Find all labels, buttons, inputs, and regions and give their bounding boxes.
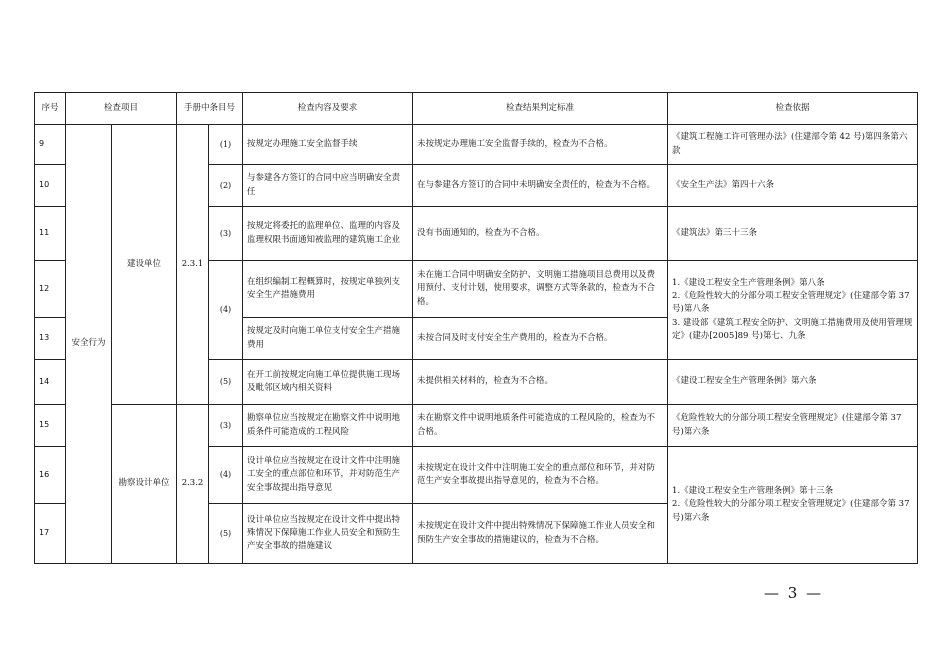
check-content: 按规定将委托的监理单位、监理的内容及监理权限书面通知被监理的建筑施工企业 [243, 207, 413, 261]
group-code: 2.3.1 [177, 125, 209, 405]
check-basis: 《建设工程安全生产管理条例》第六条 [668, 360, 918, 405]
page-number: — 3 — [764, 584, 824, 602]
header-seq: 序号 [35, 93, 66, 125]
check-basis: 《建筑工程施工许可管理办法》(住建部令第 42 号)第四条第六款 [668, 125, 918, 165]
row-seq: 12 [35, 261, 66, 318]
row-seq: 11 [35, 207, 66, 261]
header-item: 检查项目 [66, 93, 177, 125]
table-row [35, 125, 918, 165]
check-standard: 在与参建各方签订的合同中未明确安全责任的，检查为不合格。 [413, 165, 668, 207]
check-basis: 《建筑法》第三十三条 [668, 207, 918, 261]
check-standard: 未按规定在设计文件中注明施工安全的重点部位和环节，并对防范生产安全事故提出指导意见的，检查为不合格。 [413, 447, 668, 504]
check-basis: 《危险性较大的分部分项工程安全管理规定》(住建部令第 37 号)第六条 [668, 405, 918, 447]
check-standard: 未按合同及时支付安全生产费用的，检查为不合格。 [413, 318, 668, 360]
row-seq: 14 [35, 360, 66, 405]
check-content: 勘察单位应当按规定在勘察文件中说明地质条件可能造成的工程风险 [243, 405, 413, 447]
check-standard: 没有书面通知的，检查为不合格。 [413, 207, 668, 261]
sub-clause: (3) [209, 207, 243, 261]
header-row [35, 93, 918, 125]
check-standard: 未按规定在设计文件中提出特殊情况下保障施工作业人员安全和预防生产安全事故的措施建议的，检查为不合格。 [413, 504, 668, 564]
check-basis: 1.《建设工程安全生产管理条例》第八条 2.《危险性较大的分部分项工程安全管理规定》(住建部令第 37 号)第八条 3. 建设部《建筑工程安全防护、文明施工措施费用及使用管理规定》(建办[2005]89 号)第七、九条 [668, 261, 918, 360]
header-content: 检查内容及要求 [243, 93, 413, 125]
sub-clause: (5) [209, 504, 243, 564]
check-content: 在组织编制工程概算时，按规定单独列支安全生产措施费用 [243, 261, 413, 318]
check-basis: 1.《建设工程安全生产管理条例》第十三条 2.《危险性较大的分部分项工程安全管理规定》(住建部令第 37 号)第六条 [668, 447, 918, 564]
check-content: 设计单位应当按规定在设计文件中提出特殊情况下保障施工作业人员安全和预防生产安全事故的措施建议 [243, 504, 413, 564]
group-name: 建设单位 [112, 125, 177, 405]
sub-clause: (4) [209, 261, 243, 360]
check-standard: 未在勘察文件中说明地质条件可能造成的工程风险的，检查为不合格。 [413, 405, 668, 447]
sub-clause: (3) [209, 405, 243, 447]
table-row [35, 405, 918, 447]
check-content: 与参建各方签订的合同中应当明确安全责任 [243, 165, 413, 207]
row-seq: 15 [35, 405, 66, 447]
check-content: 设计单位应当按规定在设计文件中注明施工安全的重点部位和环节，并对防范生产安全事故提出指导意见 [243, 447, 413, 504]
header-clause: 手册中条目号 [177, 93, 243, 125]
sub-clause: (5) [209, 360, 243, 405]
sub-clause: (2) [209, 165, 243, 207]
sub-clause: (1) [209, 125, 243, 165]
check-basis: 《安全生产法》第四十六条 [668, 165, 918, 207]
inspection-table [34, 92, 918, 564]
row-seq: 16 [35, 447, 66, 504]
group-name: 勘察设计单位 [112, 405, 177, 564]
header-standard: 检查结果判定标准 [413, 93, 668, 125]
sub-clause: (4) [209, 447, 243, 504]
group-code: 2.3.2 [177, 405, 209, 564]
row-seq: 9 [35, 125, 66, 165]
row-seq: 17 [35, 504, 66, 564]
check-standard: 未在施工合同中明确安全防护、文明施工措施项目总费用以及费用预付、支付计划，使用要求，调整方式等条款的，检查为不合格。 [413, 261, 668, 318]
header-basis: 检查依据 [668, 93, 918, 125]
row-seq: 13 [35, 318, 66, 360]
check-standard: 未提供相关材料的，检查为不合格。 [413, 360, 668, 405]
check-standard: 未按规定办理施工安全监督手续的，检查为不合格。 [413, 125, 668, 165]
check-content: 按规定及时向施工单位支付安全生产措施费用 [243, 318, 413, 360]
check-content: 按规定办理施工安全监督手续 [243, 125, 413, 165]
category-cell: 安全行为 [66, 125, 112, 564]
row-seq: 10 [35, 165, 66, 207]
check-content: 在开工前按规定向施工单位提供施工现场及毗邻区域内相关资料 [243, 360, 413, 405]
